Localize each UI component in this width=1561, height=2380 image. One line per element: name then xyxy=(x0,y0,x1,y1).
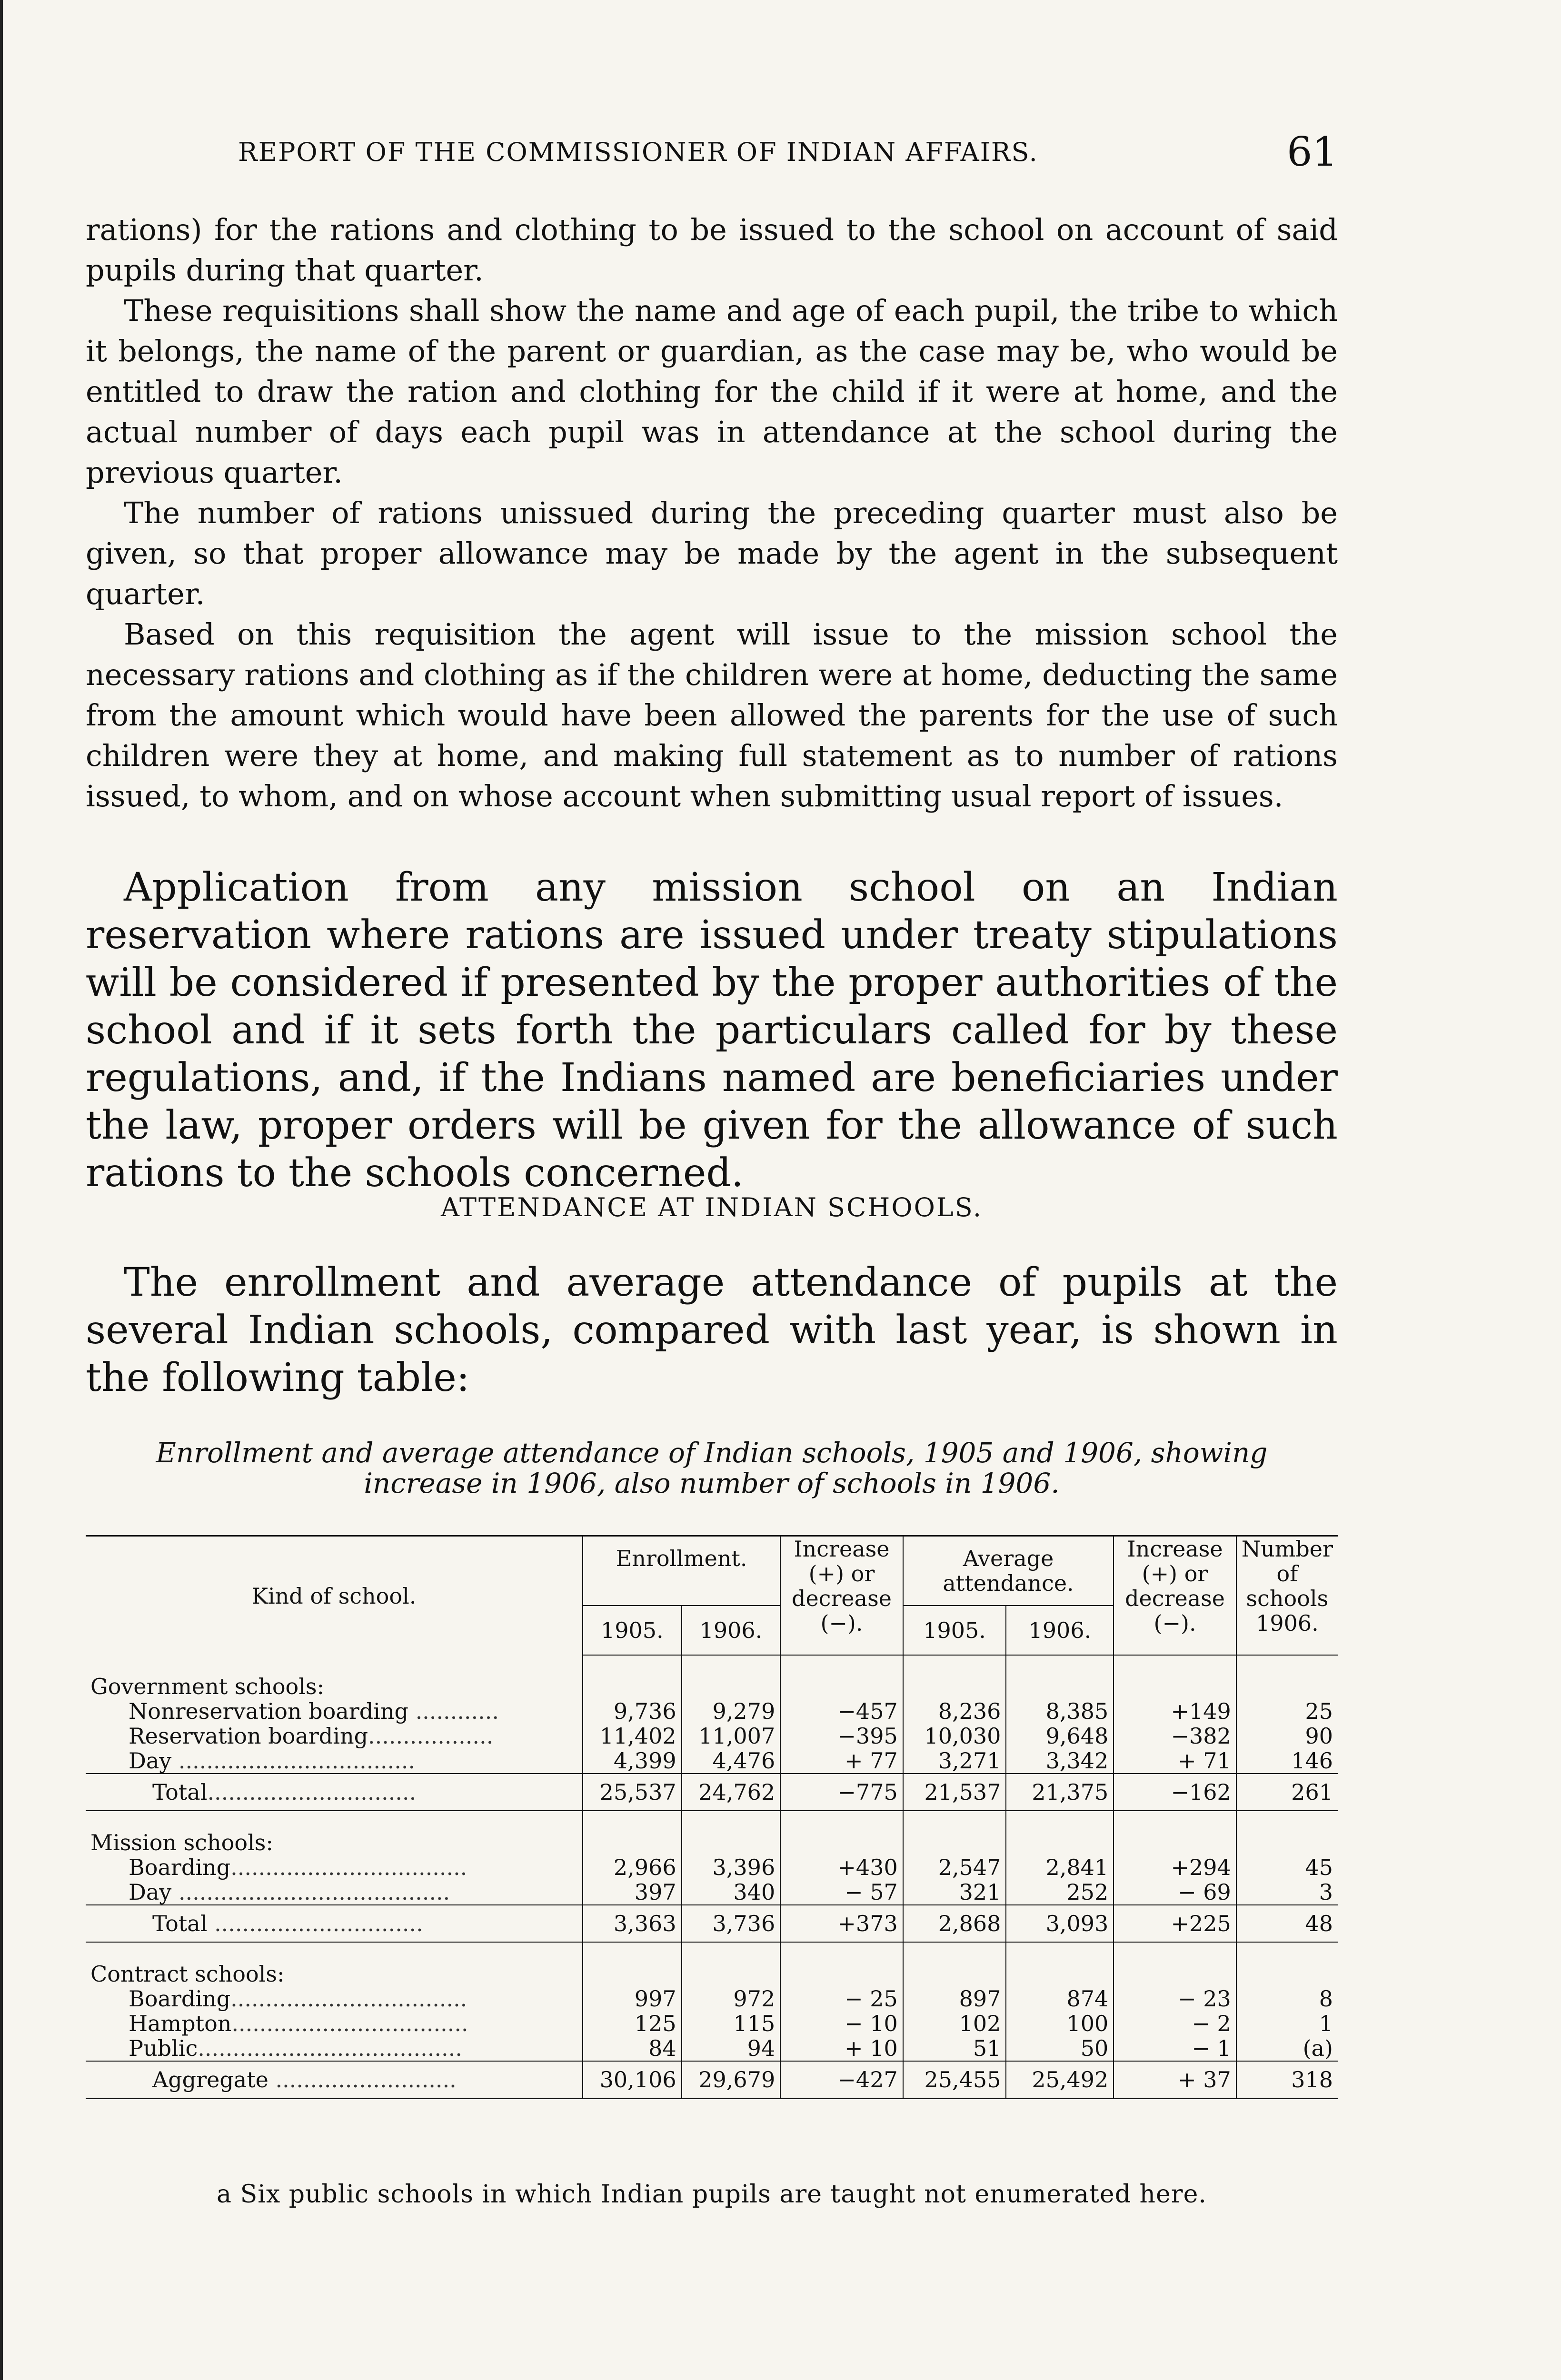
cell: 3,342 xyxy=(1006,1748,1114,1774)
cell: −395 xyxy=(780,1724,903,1748)
cell: 2,841 xyxy=(1006,1855,1114,1880)
section-intro: The enrollment and average attendance of pupils at the several Indian schools, compared with last year, is shown in the following table: xyxy=(86,1260,1338,1400)
paragraph-3: The number of rations unissued during the preceding quarter must also be given, so that proper allowance may be made by the agent in the subsequent quarter. xyxy=(86,496,1338,611)
section-intro-block xyxy=(86,1259,1338,1402)
cell: 3,093 xyxy=(1006,1905,1114,1942)
cell: 8,385 xyxy=(1006,1699,1114,1724)
cell: 2,868 xyxy=(903,1905,1006,1942)
row-label: Hampton xyxy=(129,2011,232,2036)
table-row: Public...................................... 84 94 + 10 51 50 − 1 (a) xyxy=(86,2036,1338,2061)
cell: 997 xyxy=(583,1986,682,2011)
cell: 3,363 xyxy=(583,1905,682,1942)
cell: +430 xyxy=(780,1855,903,1880)
cell: + 71 xyxy=(1114,1748,1236,1774)
cell: 115 xyxy=(682,2011,781,2036)
cell: + 77 xyxy=(780,1748,903,1774)
cell: −162 xyxy=(1114,1774,1236,1811)
cell: 340 xyxy=(682,1880,781,1905)
total-row: Total .............................. 3,363 3,736 +373 2,868 3,093 +225 48 xyxy=(86,1905,1338,1942)
cell: 25 xyxy=(1236,1699,1338,1724)
cell: 318 xyxy=(1236,2061,1338,2099)
cell: 50 xyxy=(1006,2036,1114,2061)
cell: 25,492 xyxy=(1006,2061,1114,2099)
row-label: Aggregate xyxy=(152,2067,268,2092)
header-enrollment-1906: 1906. xyxy=(682,1606,781,1655)
cell: +294 xyxy=(1114,1855,1236,1880)
cell: −775 xyxy=(780,1774,903,1811)
header-kind: Kind of school. xyxy=(86,1536,583,1656)
cell: −427 xyxy=(780,2061,903,2099)
row-label: Day xyxy=(129,1748,172,1774)
cell: +149 xyxy=(1114,1699,1236,1724)
cell: 30,106 xyxy=(583,2061,682,2099)
row-label: Total xyxy=(152,1911,208,1936)
cell: 100 xyxy=(1006,2011,1114,2036)
row-label: Total xyxy=(152,1779,208,1805)
cell: 11,402 xyxy=(583,1724,682,1748)
table-row: Nonreservation boarding ............ 9,736 9,279 −457 8,236 8,385 +149 25 xyxy=(86,1699,1338,1724)
section-label: Mission schools: xyxy=(90,1830,273,1855)
table-row: Reservation boarding.................. 11,402 11,007 −395 10,030 9,648 −382 90 xyxy=(86,1724,1338,1748)
cell: 874 xyxy=(1006,1986,1114,2011)
cell: − 1 xyxy=(1114,2036,1236,2061)
cell: 94 xyxy=(682,2036,781,2061)
table-row: Boarding.................................. 997 972 − 25 897 874 − 23 8 xyxy=(86,1986,1338,2011)
cell: 1 xyxy=(1236,2011,1338,2036)
cell: 21,537 xyxy=(903,1774,1006,1811)
section-heading: ATTENDANCE AT INDIAN SCHOOLS. xyxy=(440,1192,983,1222)
row-label: Boarding xyxy=(129,1854,231,1880)
cell: 102 xyxy=(903,2011,1006,2036)
cell: 25,537 xyxy=(583,1774,682,1811)
header-number-of-schools: Number of schools 1906. xyxy=(1236,1536,1338,1656)
table-row: Day ....................................... 397 340 − 57 321 252 − 69 3 xyxy=(86,1880,1338,1905)
cell: 84 xyxy=(583,2036,682,2061)
header-enrollment-increase: Increase (+) or decrease (−). xyxy=(780,1536,903,1656)
cell: 2,547 xyxy=(903,1855,1006,1880)
cell: 8 xyxy=(1236,1986,1338,2011)
table-caption-block xyxy=(86,1438,1338,1498)
header-attendance-increase: Increase (+) or decrease (−). xyxy=(1114,1536,1236,1656)
cell: 8,236 xyxy=(903,1699,1006,1724)
paragraph-2: These requisitions shall show the name and age of each pupil, the tribe to which it belongs, the name of the parent or guardian, as the case may be, who would be entitled to draw the ration and clothing for the child if it were at home, and the actual number of days each pupil was in attendance at the school during the previous quarter. xyxy=(86,293,1338,490)
table-row: Day .................................. 4,399 4,476 + 77 3,271 3,342 + 71 146 xyxy=(86,1748,1338,1774)
section-heading-block xyxy=(86,1192,1338,1222)
header-enrollment-1905: 1905. xyxy=(583,1606,682,1655)
cell: 125 xyxy=(583,2011,682,2036)
cell: 897 xyxy=(903,1986,1006,2011)
cell: 51 xyxy=(903,2036,1006,2061)
cell: 3,396 xyxy=(682,1855,781,1880)
cell: 45 xyxy=(1236,1855,1338,1880)
body-text xyxy=(86,209,1338,816)
body-text-large xyxy=(86,864,1338,1197)
cell: 11,007 xyxy=(682,1724,781,1748)
cell: + 37 xyxy=(1114,2061,1236,2099)
header-attendance-1906: 1906. xyxy=(1006,1606,1114,1655)
cell: 397 xyxy=(583,1880,682,1905)
row-label: Day xyxy=(129,1879,172,1905)
cell: 3 xyxy=(1236,1880,1338,1905)
cell: +373 xyxy=(780,1905,903,1942)
running-title: REPORT OF THE COMMISSIONER OF INDIAN AFFAIRS. xyxy=(238,137,1038,167)
header-average-attendance: Average attendance. xyxy=(903,1536,1114,1606)
row-label: Public xyxy=(129,2035,198,2061)
page-header xyxy=(86,129,1338,181)
section-row xyxy=(86,1942,1338,1986)
table-caption-line-1: Enrollment and average attendance of Indian schools, 1905 and 1906, showing xyxy=(156,1437,1268,1469)
cell: 146 xyxy=(1236,1748,1338,1774)
cell: − 23 xyxy=(1114,1986,1236,2011)
cell: 21,375 xyxy=(1006,1774,1114,1811)
cell: 24,762 xyxy=(682,1774,781,1811)
cell: 261 xyxy=(1236,1774,1338,1811)
section-row xyxy=(86,1811,1338,1855)
row-label: Nonreservation boarding xyxy=(129,1698,408,1724)
row-label: Boarding xyxy=(129,1986,231,2012)
cell: − 10 xyxy=(780,2011,903,2036)
cell: 10,030 xyxy=(903,1724,1006,1748)
cell: −382 xyxy=(1114,1724,1236,1748)
paragraph-5: Application from any mission school on an Indian reservation where rations are issued under treaty stipulations will be considered if presented by the proper authorities of the school and if it sets forth the particulars called for by these regulations, and, if the Indians named are beneficiaries under the law, proper orders will be given for the allowance of such rations to the schools concerned. xyxy=(86,865,1338,1196)
page-number: 61 xyxy=(1287,129,1338,175)
section-label: Government schools: xyxy=(90,1674,325,1699)
cell: − 25 xyxy=(780,1986,903,2011)
header-attendance-1905: 1905. xyxy=(903,1606,1006,1655)
cell: 321 xyxy=(903,1880,1006,1905)
cell: 9,736 xyxy=(583,1699,682,1724)
cell: 2,966 xyxy=(583,1855,682,1880)
total-row: Total.............................. 25,537 24,762 −775 21,537 21,375 −162 261 xyxy=(86,1774,1338,1811)
cell: − 57 xyxy=(780,1880,903,1905)
cell: 252 xyxy=(1006,1880,1114,1905)
table-caption-line-2: increase in 1906, also number of schools in 1906. xyxy=(364,1467,1060,1499)
footnote-block xyxy=(86,2180,1338,2209)
cell: 972 xyxy=(682,1986,781,2011)
cell: 29,679 xyxy=(682,2061,781,2099)
cell: 90 xyxy=(1236,1724,1338,1748)
cell: (a) xyxy=(1236,2036,1338,2061)
section-label: Contract schools: xyxy=(90,1961,285,1987)
cell: − 2 xyxy=(1114,2011,1236,2036)
cell: + 10 xyxy=(780,2036,903,2061)
table-row: Hampton.................................. 125 115 − 10 102 100 − 2 1 xyxy=(86,2011,1338,2036)
page-edge xyxy=(0,0,3,2380)
cell: 4,399 xyxy=(583,1748,682,1774)
cell: − 69 xyxy=(1114,1880,1236,1905)
paragraph-4: Based on this requisition the agent will issue to the mission school the necessary rations and clothing as if the children were at home, deducting the same from the amount which would have been allowed the parents for the use of such children were they at home, and making full statement as to number of rations issued, to whom, and on whose account when submitting usual report of issues. xyxy=(86,617,1338,813)
header-enrollment: Enrollment. xyxy=(583,1536,780,1606)
cell: 9,648 xyxy=(1006,1724,1114,1748)
attendance-table xyxy=(86,1535,1338,2099)
cell: 4,476 xyxy=(682,1748,781,1774)
cell: 3,736 xyxy=(682,1905,781,1942)
cell: +225 xyxy=(1114,1905,1236,1942)
section-row xyxy=(86,1655,1338,1699)
cell: 9,279 xyxy=(682,1699,781,1724)
paragraph-1: rations) for the rations and clothing to be issued to the school on account of said pupils during that quarter. xyxy=(86,212,1338,288)
aggregate-row: Aggregate .......................... 30,106 29,679 −427 25,455 25,492 + 37 318 xyxy=(86,2061,1338,2099)
footnote: a Six public schools in which Indian pupils are taught not enumerated here. xyxy=(217,2180,1207,2209)
cell: 3,271 xyxy=(903,1748,1006,1774)
cell: 48 xyxy=(1236,1905,1338,1942)
cell: −457 xyxy=(780,1699,903,1724)
table-row: Boarding.................................. 2,966 3,396 +430 2,547 2,841 +294 45 xyxy=(86,1855,1338,1880)
cell: 25,455 xyxy=(903,2061,1006,2099)
row-label: Reservation boarding xyxy=(129,1723,368,1749)
